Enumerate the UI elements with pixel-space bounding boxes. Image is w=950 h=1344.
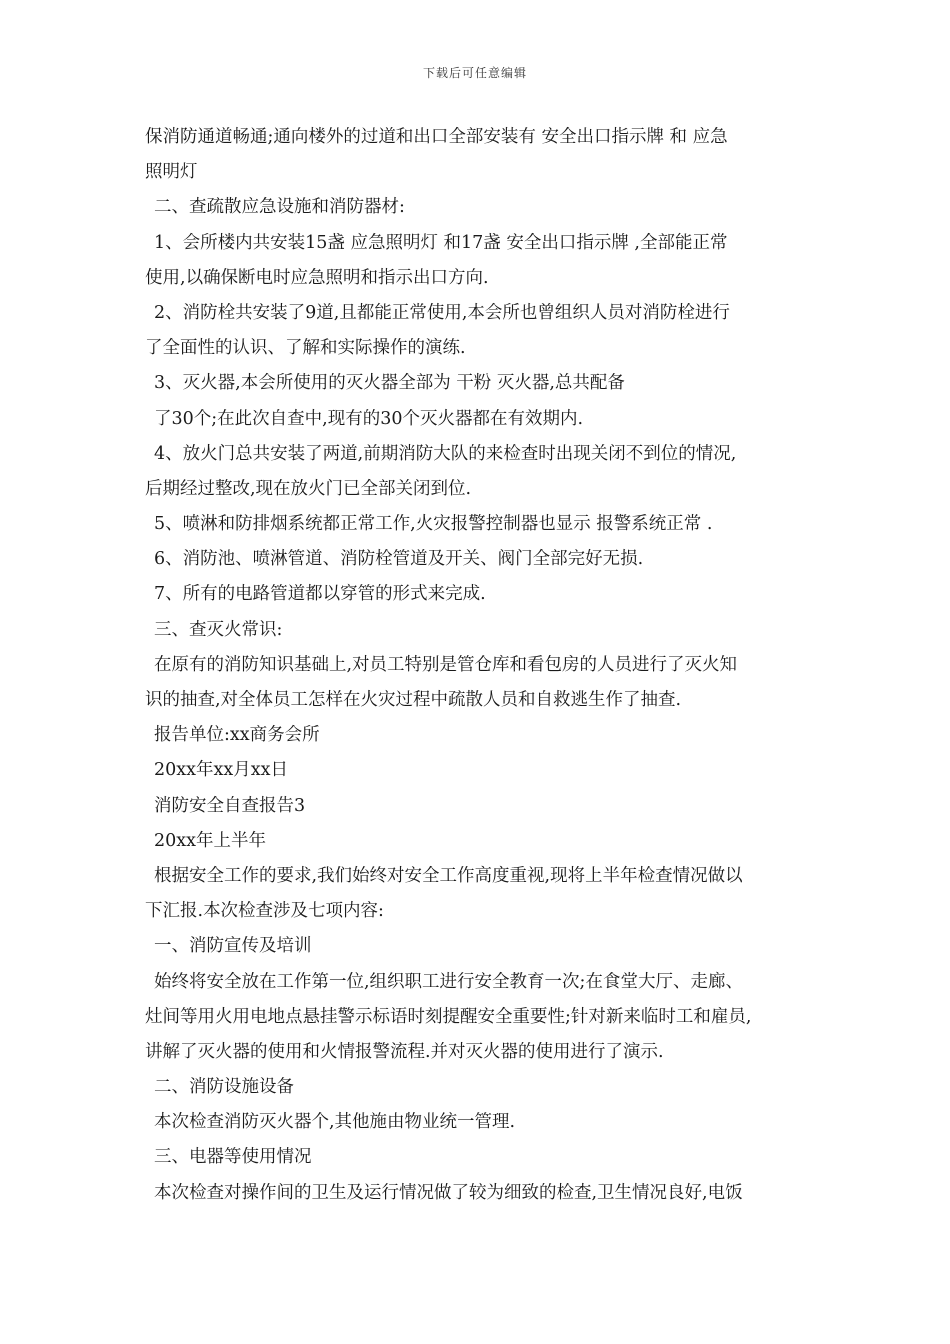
paragraph-line: 讲解了灭火器的使用和火情报警流程.并对灭火器的使用进行了演示.	[145, 1041, 664, 1062]
paragraph-line: 保消防通道畅通;通向楼外的过道和出口全部安装有 安全出口指示牌 和 应急	[145, 127, 728, 147]
paragraph-line: 根据安全工作的要求,我们始终对安全工作高度重视,现将上半年检查情况做以	[154, 865, 743, 886]
paragraph-line: 3、灭火器,本会所使用的灭火器全部为 干粉 灭火器,总共配备	[154, 373, 625, 394]
document-body	[145, 120, 810, 1211]
paragraph-line: 使用,以确保断电时应急照明和指示出口方向.	[145, 267, 489, 288]
paragraph-line: 灶间等用火用电地点悬挂警示标语时刻提醒安全重要性;针对新来临时工和雇员,	[145, 1006, 752, 1027]
paragraph-line: 了30个;在此次自查中,现有的30个灭火器都在有效期内.	[154, 408, 584, 429]
paragraph-line: 1、会所楼内共安装15盏 应急照明灯 和17盏 安全出口指示牌 ,全部能正常	[154, 232, 728, 253]
paragraph-line: 三、查灭火常识:	[154, 619, 283, 640]
paragraph-line: 始终将安全放在工作第一位,组织职工进行安全教育一次;在食堂大厅、走廊、	[154, 971, 743, 992]
paragraph-line: 6、消防池、喷淋管道、消防栓管道及开关、阀门全部完好无损.	[154, 549, 644, 570]
paragraph-line: 识的抽查,对全体员工怎样在火灾过程中疏散人员和自救逃生作了抽查.	[145, 690, 682, 710]
paragraph-line: 本次检查对操作间的卫生及运行情况做了较为细致的检查,卫生情况良好,电饭	[154, 1182, 743, 1203]
paragraph-line: 20xx年xx月xx日	[154, 760, 288, 781]
paragraph-line: 报告单位:xx商务会所	[154, 725, 320, 746]
paragraph-line: 本次检查消防灭火器个,其他施由物业统一管理.	[154, 1112, 516, 1133]
paragraph-line: 照明灯	[145, 162, 198, 183]
paragraph-line: 7、所有的电路管道都以穿管的形式来完成.	[154, 584, 486, 605]
paragraph-line: 5、喷淋和防排烟系统都正常工作,火灾报警控制器也显示 报警系统正常 .	[154, 514, 713, 535]
paragraph-line: 2、消防栓共安装了9道,且都能正常使用,本会所也曾组织人员对消防栓进行	[154, 302, 730, 323]
paragraph-line: 下汇报.本次检查涉及七项内容:	[145, 901, 384, 922]
paragraph-line: 20xx年上半年	[154, 830, 267, 851]
paragraph-line: 在原有的消防知识基础上,对员工特别是管仓库和看包房的人员进行了灭火知	[154, 654, 738, 675]
paragraph-line: 三、电器等使用情况	[154, 1147, 312, 1168]
paragraph-line: 4、放火门总共安装了两道,前期消防大队的来检查时出现关闭不到位的情况,	[154, 443, 737, 464]
paragraph-line: 了全面性的认识、了解和实际操作的演练.	[145, 338, 466, 359]
paragraph-line: 二、查疏散应急设施和消防器材:	[154, 197, 405, 218]
paragraph-line: 后期经过整改,现在放火门已全部关闭到位.	[145, 478, 472, 499]
paragraph-line: 一、消防宣传及培训	[154, 936, 312, 957]
paragraph-line: 二、消防设施设备	[154, 1077, 294, 1098]
paragraph-line: 消防安全自查报告3	[154, 795, 306, 816]
page-header: 下载后可任意编辑	[422, 66, 527, 80]
